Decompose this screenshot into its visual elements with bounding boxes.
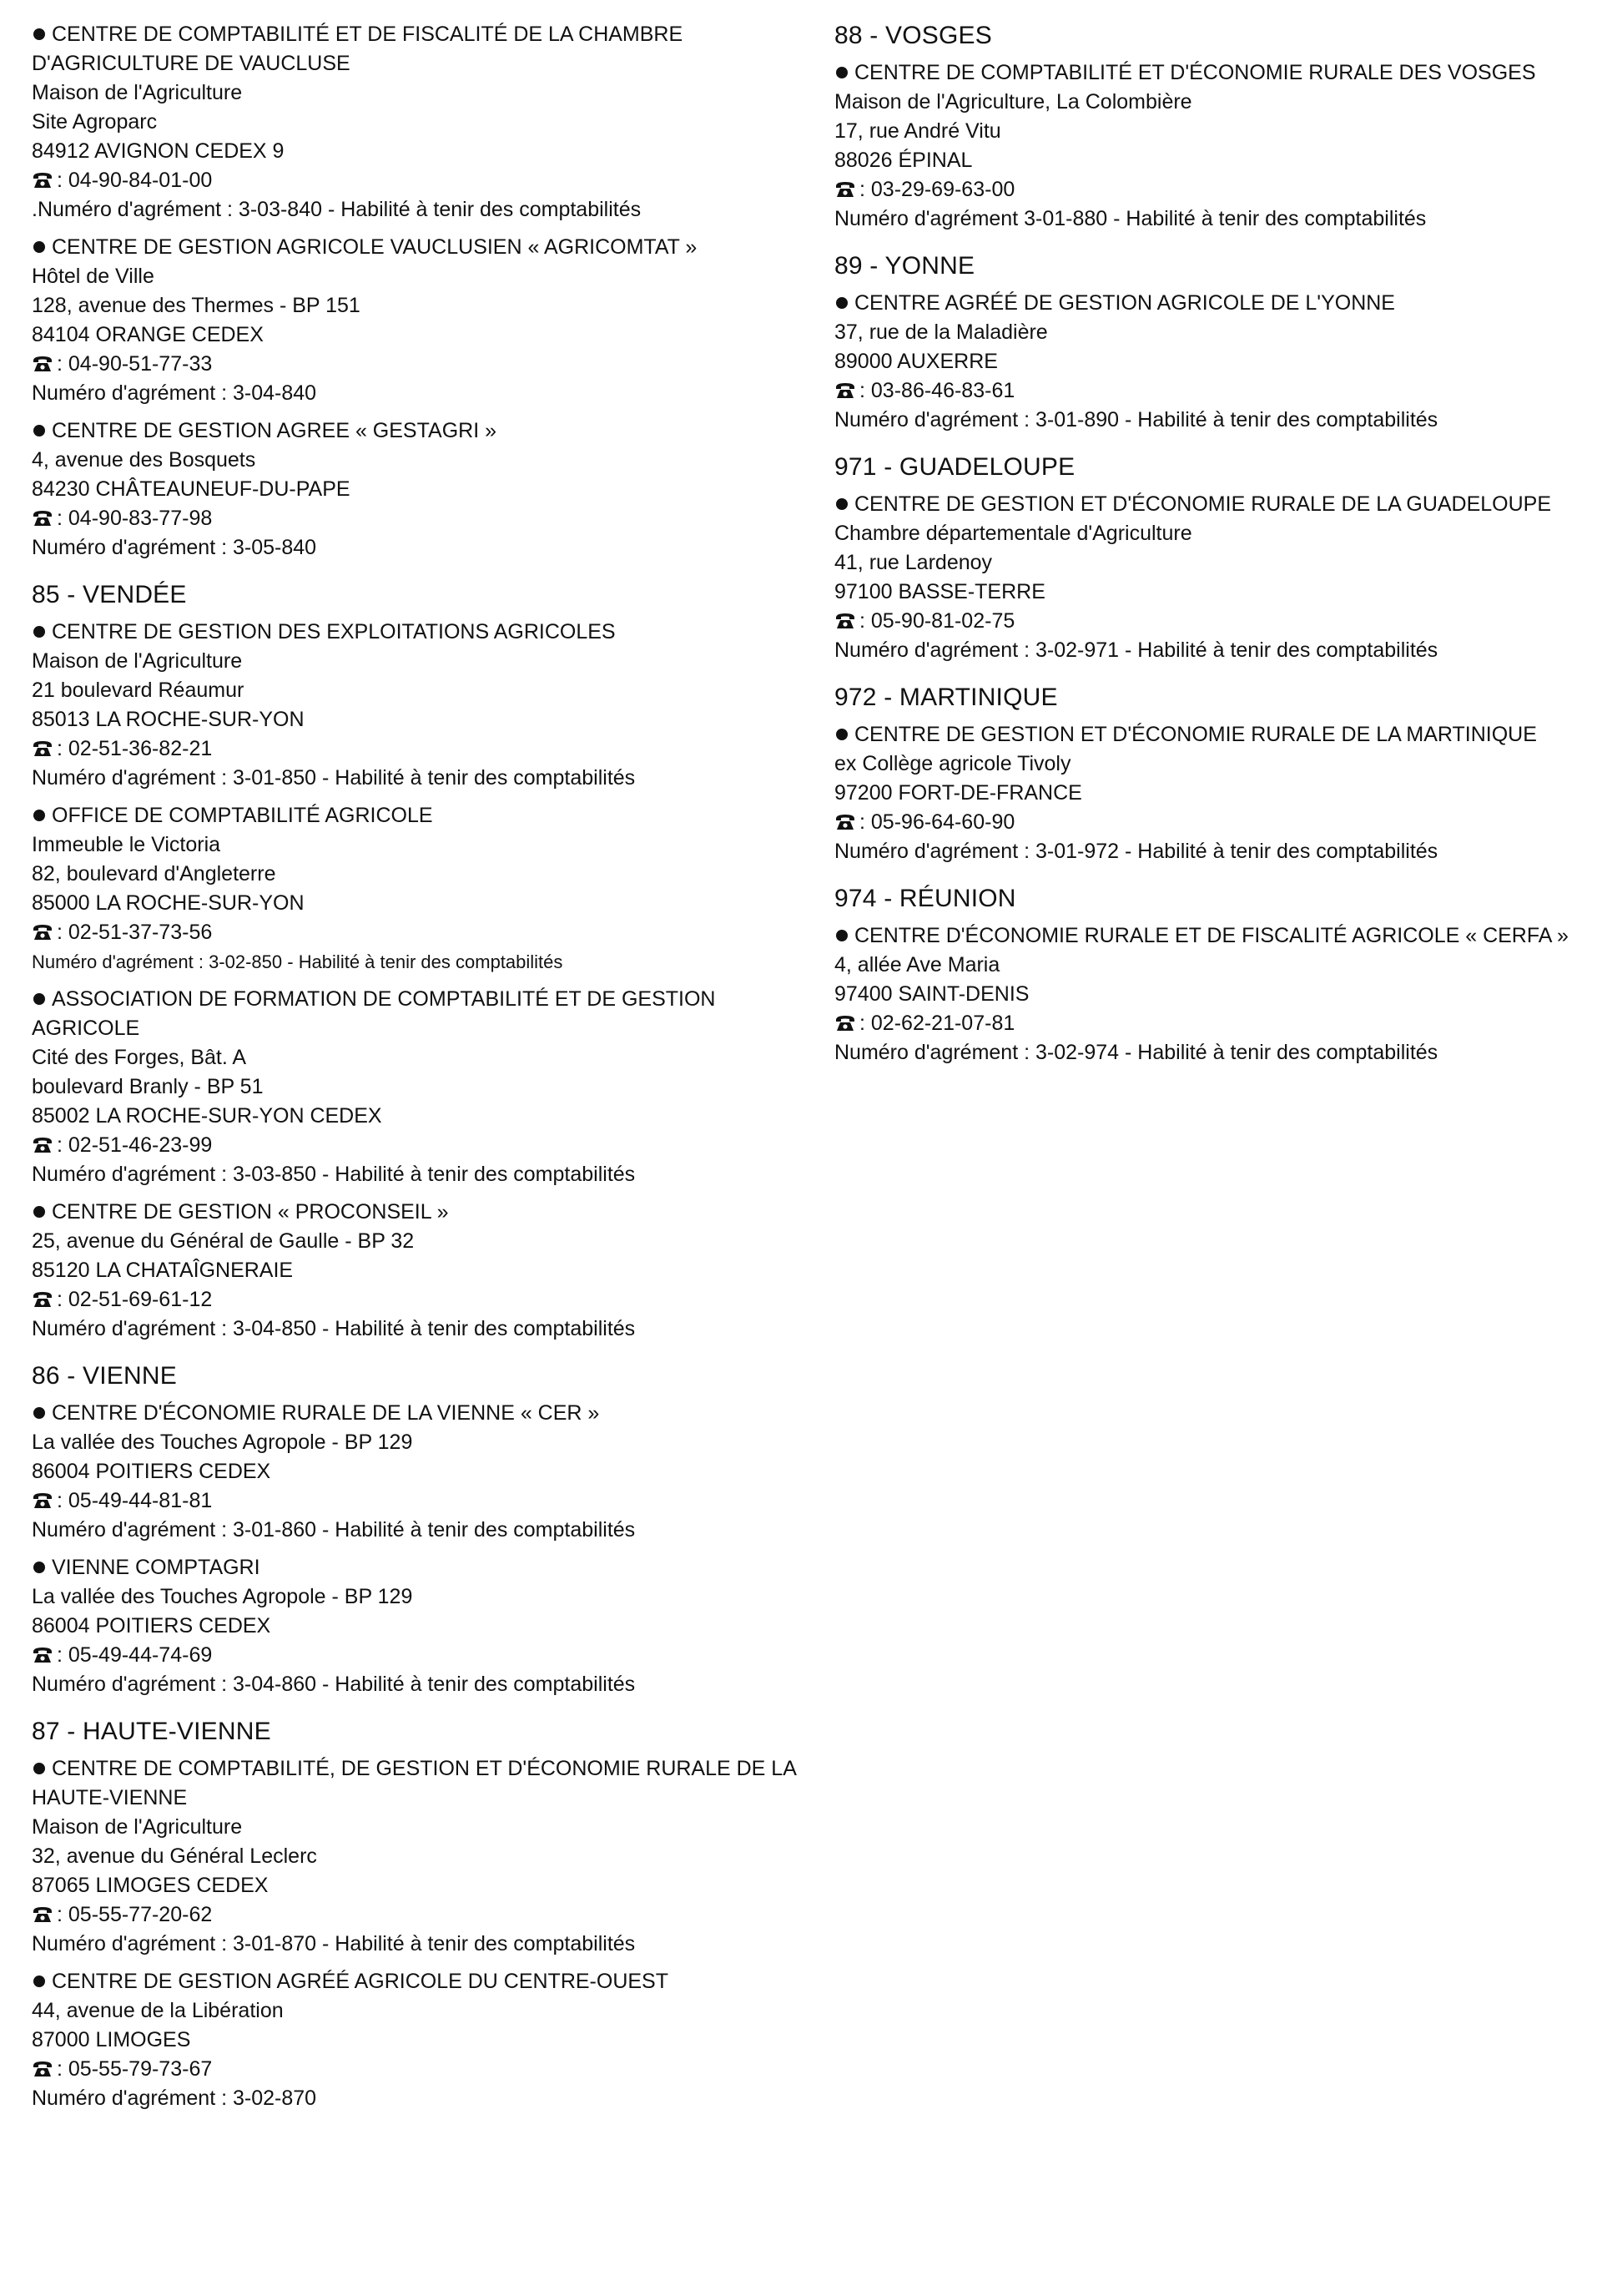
address-line: 84104 ORANGE CEDEX: [32, 323, 264, 346]
address-line: Hôtel de Ville: [32, 265, 154, 288]
telephone-icon: [834, 180, 856, 199]
bullet-icon: [33, 626, 45, 638]
phone-separator: :: [57, 921, 68, 944]
left-column: [32, 20, 824, 2130]
entry-name: [834, 58, 1569, 88]
agrement-line: Numéro d'agrément : 3-04-860 - Habilité à tenir des comptabilités: [32, 1673, 636, 1696]
section-title: 972 - MARTINIQUE: [834, 684, 1058, 711]
address-line: 85120 LA CHATAÎGNERAIE: [32, 1259, 294, 1282]
telephone-icon: [32, 171, 53, 189]
agrement-line: Numéro d'agrément : 3-01-870 - Habilité à tenir des comptabilités: [32, 1932, 636, 1955]
phone-line: [834, 376, 1569, 406]
bullet-icon: [33, 810, 45, 821]
entry-name-text: ASSOCIATION DE FORMATION DE COMPTABILITÉ ET DE GESTION AGRICOLE: [32, 987, 716, 1040]
entry-name: [834, 289, 1569, 318]
phone-number: 05-55-77-20-62: [68, 1903, 213, 1926]
address-line: 87000 LIMOGES: [32, 2028, 191, 2051]
entry-name-text: CENTRE DE COMPTABILITÉ ET D'ÉCONOMIE RURALE DES VOSGES: [854, 61, 1536, 84]
phone-separator: :: [57, 1133, 68, 1157]
entry-name: [32, 1553, 824, 1582]
bullet-icon: [33, 425, 45, 436]
entry-name-text: CENTRE DE COMPTABILITÉ, DE GESTION ET D'ÉCONOMIE RURALE DE LA HAUTE-VIENNE: [32, 1757, 796, 1809]
entry-name-text: CENTRE DE GESTION AGREE « GESTAGRI »: [52, 419, 496, 442]
entry-name: [32, 20, 824, 78]
agrement-line: Numéro d'agrément : 3-01-890 - Habilité à tenir des comptabilités: [834, 408, 1438, 431]
agrement-line: .Numéro d'agrément : 3-03-840 - Habilité à tenir des comptabilités: [32, 198, 642, 221]
agrement-line: Numéro d'agrément : 3-03-850 - Habilité à tenir des comptabilités: [32, 1163, 636, 1186]
address-line: 25, avenue du Général de Gaulle - BP 32: [32, 1229, 415, 1253]
address-line: Maison de l'Agriculture: [32, 649, 243, 673]
phone-separator: :: [859, 810, 871, 834]
phone-line: [32, 350, 824, 379]
address-line: La vallée des Touches Agropole - BP 129: [32, 1431, 413, 1454]
address-line: ex Collège agricole Tivoly: [834, 752, 1071, 775]
address-line: 86004 POITIERS CEDEX: [32, 1614, 271, 1637]
telephone-icon: [32, 1491, 53, 1510]
phone-number: 02-62-21-07-81: [870, 1012, 1015, 1035]
address-line: 32, avenue du Général Leclerc: [32, 1844, 317, 1868]
address-line: Cité des Forges, Bât. A: [32, 1046, 247, 1069]
phone-separator: :: [859, 178, 871, 201]
entry-name: [32, 1198, 824, 1227]
entry-name: [32, 1399, 824, 1428]
bullet-icon: [836, 297, 848, 309]
address-line: 21 boulevard Réaumur: [32, 679, 244, 702]
bullet-icon: [33, 1976, 45, 1987]
phone-line: [32, 1131, 824, 1160]
phone-number: 02-51-46-23-99: [68, 1133, 213, 1157]
address-line: Maison de l'Agriculture: [32, 81, 243, 104]
address-line: 87065 LIMOGES CEDEX: [32, 1874, 269, 1897]
phone-line: [834, 175, 1569, 204]
agrement-line: Numéro d'agrément : 3-01-850 - Habilité à tenir des comptabilités: [32, 766, 636, 790]
section-title: 85 - VENDÉE: [32, 581, 187, 608]
address-line: 84230 CHÂTEAUNEUF-DU-PAPE: [32, 477, 350, 501]
directory-section: [32, 579, 824, 1344]
bullet-icon: [33, 993, 45, 1005]
directory-entry: [834, 490, 1569, 665]
phone-line: [32, 1900, 824, 1930]
phone-line: [32, 1486, 824, 1516]
phone-line: [32, 504, 824, 533]
agrement-line: Numéro d'agrément : 3-02-870: [32, 2087, 317, 2110]
telephone-icon: [32, 1136, 53, 1154]
entry-name-text: CENTRE DE GESTION AGRICOLE VAUCLUSIEN « AGRICOMTAT »: [52, 235, 698, 259]
entry-name-text: CENTRE D'ÉCONOMIE RURALE DE LA VIENNE « CER »: [52, 1401, 600, 1425]
directory-entry: [32, 985, 824, 1189]
phone-number: 05-90-81-02-75: [870, 609, 1015, 633]
phone-separator: :: [57, 1643, 68, 1667]
agrement-line: Numéro d'agrément : 3-02-971 - Habilité à tenir des comptabilités: [834, 638, 1438, 662]
address-line: Maison de l'Agriculture, La Colombière: [834, 90, 1192, 114]
phone-number: 04-90-83-77-98: [68, 507, 213, 530]
telephone-icon: [32, 2060, 53, 2078]
phone-number: 05-96-64-60-90: [870, 810, 1015, 834]
telephone-icon: [834, 381, 856, 400]
entry-name: [834, 921, 1569, 951]
agrement-line: Numéro d'agrément : 3-01-860 - Habilité à tenir des comptabilités: [32, 1518, 636, 1542]
entry-name: [834, 720, 1569, 749]
telephone-icon: [32, 355, 53, 373]
phone-number: 02-51-37-73-56: [68, 921, 213, 944]
entry-name: [834, 490, 1569, 519]
address-line: 82, boulevard d'Angleterre: [32, 862, 276, 886]
agrement-line: Numéro d'agrément : 3-04-840: [32, 381, 317, 405]
bullet-icon: [33, 241, 45, 253]
entry-name: [32, 1754, 824, 1813]
address-line: 97200 FORT-DE-FRANCE: [834, 781, 1082, 805]
directory-entry: [32, 416, 824, 563]
telephone-icon: [32, 509, 53, 527]
bullet-icon: [33, 1562, 45, 1573]
address-line: Site Agroparc: [32, 110, 158, 134]
telephone-icon: [834, 1014, 856, 1032]
directory-entry: [834, 921, 1569, 1067]
address-line: 41, rue Lardenoy: [834, 551, 993, 574]
phone-separator: :: [57, 2057, 68, 2081]
phone-line: [32, 918, 824, 947]
entry-name-text: CENTRE DE GESTION ET D'ÉCONOMIE RURALE DE LA GUADELOUPE: [854, 492, 1552, 516]
entry-name-text: CENTRE DE GESTION DES EXPLOITATIONS AGRICOLES: [52, 620, 616, 643]
entry-name: [32, 416, 824, 446]
telephone-icon: [32, 1646, 53, 1664]
section-title: 88 - VOSGES: [834, 22, 992, 49]
phone-separator: :: [57, 352, 68, 376]
phone-line: [32, 166, 824, 195]
phone-line: [32, 734, 824, 764]
entry-name: [32, 985, 824, 1043]
bullet-icon: [836, 498, 848, 510]
entry-name-text: CENTRE AGRÉÉ DE GESTION AGRICOLE DE L'YONNE: [854, 291, 1395, 315]
address-line: Immeuble le Victoria: [32, 833, 221, 856]
address-line: 128, avenue des Thermes - BP 151: [32, 294, 360, 317]
agrement-line: Numéro d'agrément : 3-02-974 - Habilité à tenir des comptabilités: [834, 1041, 1438, 1064]
phone-separator: :: [859, 609, 871, 633]
directory-entry: [834, 289, 1569, 435]
directory-entry: [32, 1967, 824, 2113]
phone-number: 04-90-51-77-33: [68, 352, 213, 376]
section-title: 89 - YONNE: [834, 252, 975, 280]
directory-entry: [32, 1754, 824, 1959]
address-line: 97100 BASSE-TERRE: [834, 580, 1045, 603]
address-line: 97400 SAINT-DENIS: [834, 982, 1030, 1006]
phone-separator: :: [57, 737, 68, 760]
section-title: 86 - VIENNE: [32, 1362, 177, 1390]
phone-line: [834, 1009, 1569, 1038]
phone-number: 04-90-84-01-00: [68, 169, 213, 192]
phone-number: 05-49-44-81-81: [68, 1489, 213, 1512]
telephone-icon: [32, 923, 53, 941]
address-line: 84912 AVIGNON CEDEX 9: [32, 139, 285, 163]
directory-entry: [32, 20, 824, 225]
section-title: 87 - HAUTE-VIENNE: [32, 1718, 271, 1745]
entry-name-text: CENTRE DE GESTION ET D'ÉCONOMIE RURALE DE LA MARTINIQUE: [854, 723, 1537, 746]
directory-section: [834, 250, 1569, 435]
address-line: 85013 LA ROCHE-SUR-YON: [32, 708, 305, 731]
phone-separator: :: [57, 1489, 68, 1512]
phone-line: [32, 2055, 824, 2084]
address-line: 88026 ÉPINAL: [834, 149, 973, 172]
phone-separator: :: [57, 507, 68, 530]
telephone-icon: [834, 813, 856, 831]
directory-entry: [32, 1198, 824, 1344]
address-line: boulevard Branly - BP 51: [32, 1075, 264, 1098]
bullet-icon: [836, 67, 848, 78]
phone-line: [834, 808, 1569, 837]
section-title: 974 - RÉUNION: [834, 885, 1016, 912]
directory-entry: [834, 58, 1569, 234]
bullet-icon: [836, 729, 848, 740]
directory-section: [834, 20, 1569, 234]
agrement-line: Numéro d'agrément : 3-02-850 - Habilité à tenir des comptabilités: [32, 951, 563, 972]
agrement-line: Numéro d'agrément : 3-01-972 - Habilité à tenir des comptabilités: [834, 840, 1438, 863]
bullet-icon: [33, 28, 45, 40]
address-line: 44, avenue de la Libération: [32, 1999, 284, 2022]
phone-separator: :: [859, 379, 871, 402]
agrement-line: Numéro d'agrément : 3-05-840: [32, 536, 317, 559]
phone-separator: :: [57, 1903, 68, 1926]
entry-name: [32, 801, 824, 830]
directory-section: [32, 1716, 824, 2113]
agrement-line: Numéro d'agrément : 3-04-850 - Habilité à tenir des comptabilités: [32, 1317, 636, 1340]
entry-name-text: CENTRE DE GESTION « PROCONSEIL »: [52, 1200, 449, 1224]
right-column: [834, 20, 1569, 1084]
telephone-icon: [32, 1290, 53, 1309]
entry-name: [32, 233, 824, 262]
entry-name-text: CENTRE D'ÉCONOMIE RURALE ET DE FISCALITÉ AGRICOLE « CERFA »: [854, 924, 1569, 947]
phone-number: 02-51-69-61-12: [68, 1288, 213, 1311]
directory-section: [834, 682, 1569, 866]
phone-number: 03-86-46-83-61: [870, 379, 1015, 402]
directory-entry: [32, 1553, 824, 1699]
phone-line: [32, 1641, 824, 1670]
telephone-icon: [834, 612, 856, 630]
address-line: 17, rue André Vitu: [834, 119, 1001, 143]
bullet-icon: [33, 1763, 45, 1774]
address-line: La vallée des Touches Agropole - BP 129: [32, 1585, 413, 1608]
directory-entry: [834, 720, 1569, 866]
entry-name: [32, 1967, 824, 1996]
address-line: 89000 AUXERRE: [834, 350, 998, 373]
address-line: 85002 LA ROCHE-SUR-YON CEDEX: [32, 1104, 382, 1128]
directory-section: [834, 452, 1569, 665]
address-line: 37, rue de la Maladière: [834, 320, 1048, 344]
entry-name-text: VIENNE COMPTAGRI: [52, 1556, 260, 1579]
telephone-icon: [32, 739, 53, 758]
bullet-icon: [836, 930, 848, 941]
section-title: 971 - GUADELOUPE: [834, 453, 1076, 481]
bullet-icon: [33, 1206, 45, 1218]
phone-line: [834, 607, 1569, 636]
address-line: Chambre départementale d'Agriculture: [834, 522, 1192, 545]
phone-number: 05-55-79-73-67: [68, 2057, 213, 2081]
directory-section: [834, 883, 1569, 1067]
phone-separator: :: [859, 1012, 871, 1035]
phone-separator: :: [57, 1288, 68, 1311]
address-line: 85000 LA ROCHE-SUR-YON: [32, 891, 305, 915]
directory-section: [32, 1360, 824, 1699]
address-line: Maison de l'Agriculture: [32, 1815, 243, 1839]
entry-name: [32, 618, 824, 647]
entry-name-text: CENTRE DE COMPTABILITÉ ET DE FISCALITÉ DE LA CHAMBRE D'AGRICULTURE DE VAUCLUSE: [32, 23, 683, 75]
address-line: 4, avenue des Bosquets: [32, 448, 256, 472]
phone-number: 05-49-44-74-69: [68, 1643, 213, 1667]
phone-number: 02-51-36-82-21: [68, 737, 213, 760]
directory-entry: [32, 233, 824, 408]
bullet-icon: [33, 1407, 45, 1419]
agrement-line: Numéro d'agrément 3-01-880 - Habilité à tenir des comptabilités: [834, 207, 1427, 230]
entry-name-text: OFFICE DE COMPTABILITÉ AGRICOLE: [52, 804, 433, 827]
directory-entry: [32, 618, 824, 793]
phone-line: [32, 1285, 824, 1315]
phone-number: 03-29-69-63-00: [870, 178, 1015, 201]
directory-entry: [32, 1399, 824, 1545]
entry-name-text: CENTRE DE GESTION AGRÉÉ AGRICOLE DU CENTRE-OUEST: [52, 1970, 669, 1993]
address-line: 86004 POITIERS CEDEX: [32, 1460, 271, 1483]
directory-entry: [32, 801, 824, 976]
directory-section: [32, 20, 824, 563]
phone-separator: :: [57, 169, 68, 192]
telephone-icon: [32, 1905, 53, 1924]
address-line: 4, allée Ave Maria: [834, 953, 1000, 976]
